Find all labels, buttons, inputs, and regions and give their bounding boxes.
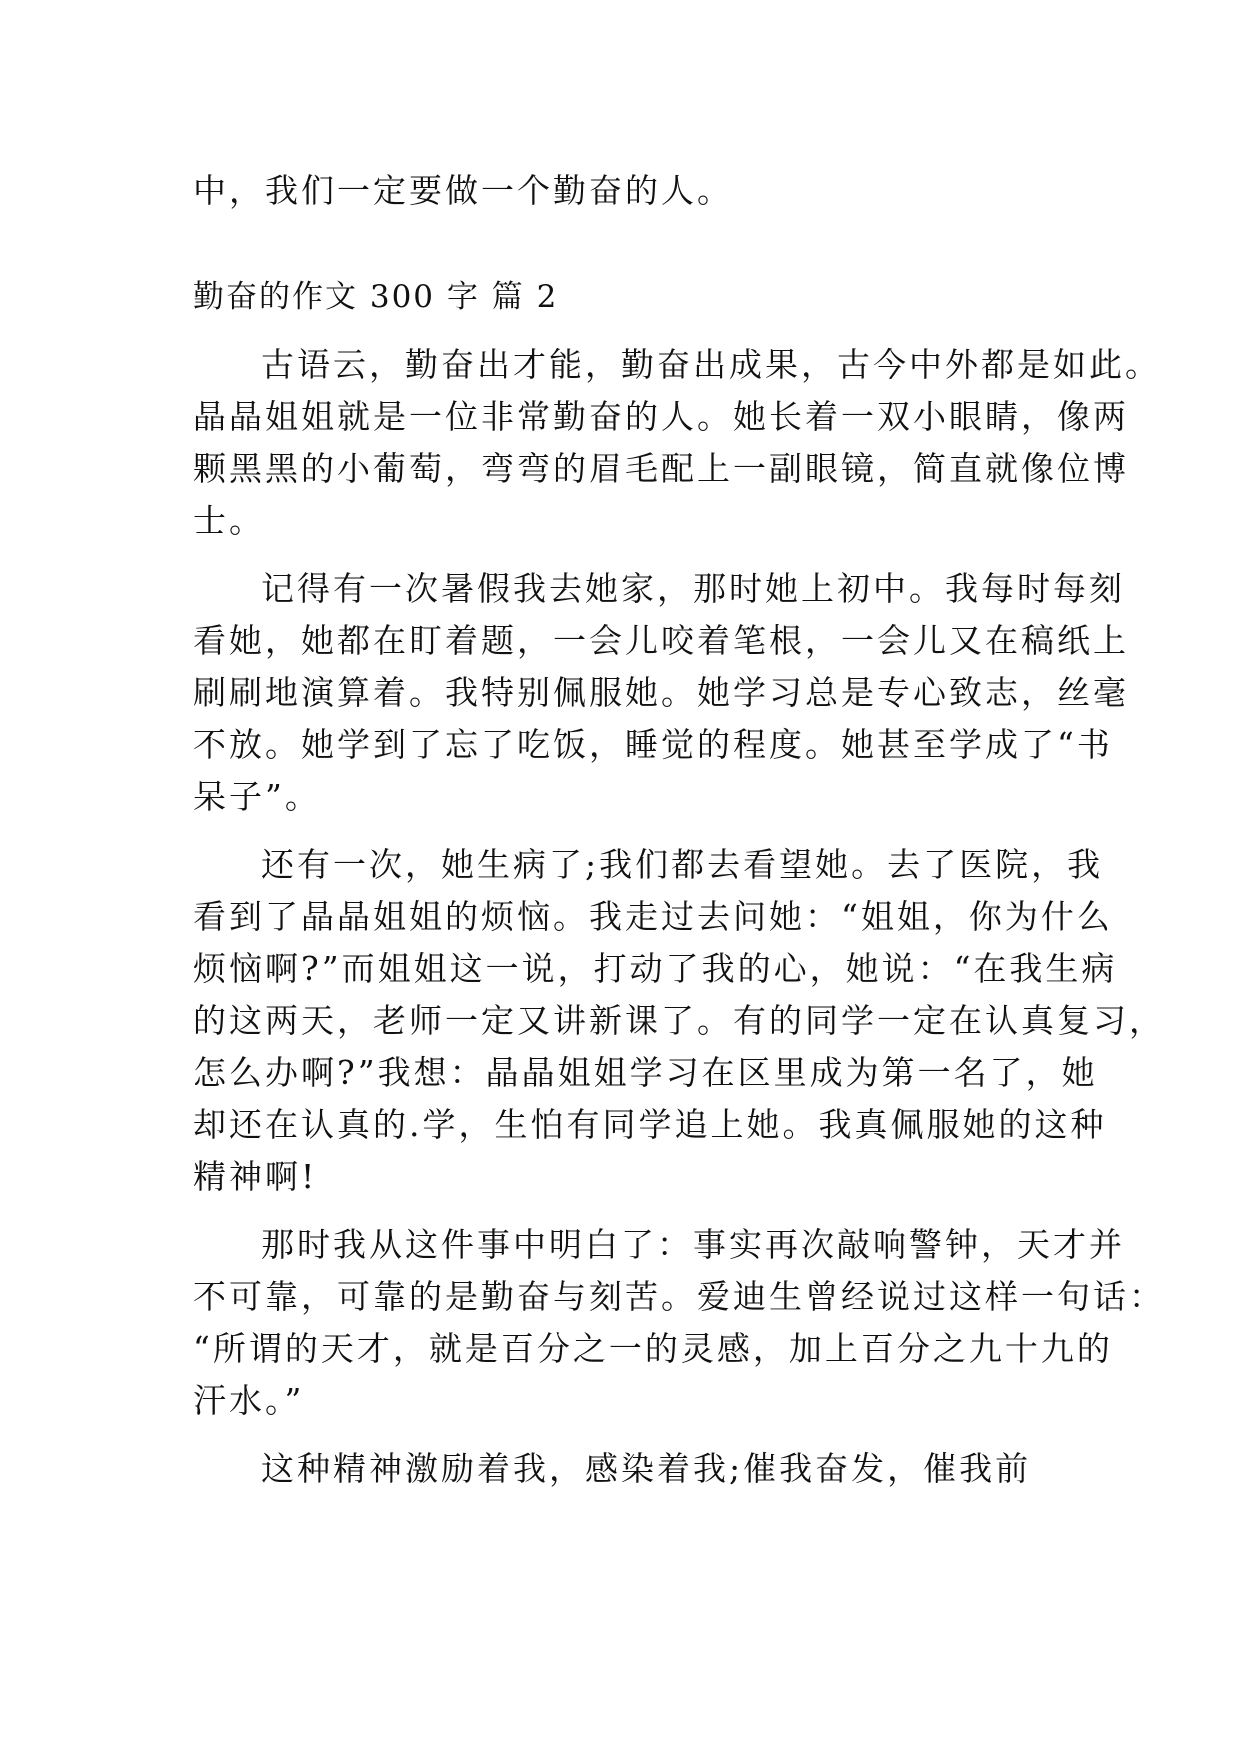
paragraph-5 bbox=[193, 1443, 1053, 1495]
paragraph-3 bbox=[193, 839, 1165, 1203]
section-title: 勤奋的作文 300 字 篇 2 bbox=[193, 279, 559, 315]
text-line: 这种精神激励着我，感染着我;催我奋发，催我前 bbox=[261, 1449, 1032, 1488]
text-line: 精神啊! bbox=[193, 1157, 318, 1196]
text-line: 刷刷地演算着。我特别佩服她。她学习总是专心致志，丝毫 bbox=[193, 673, 1129, 712]
text-line: 不放。她学到了忘了吃饭，睡觉的程度。她甚至学成了“书 bbox=[193, 725, 1113, 764]
text-line: 看她，她都在盯着题，一会儿咬着笔根，一会儿又在稿纸上 bbox=[193, 621, 1129, 660]
text-line: 中，我们一定要做一个勤奋的人。 bbox=[193, 171, 733, 210]
text-line: 却还在认真的.学，生怕有同学追上她。我真佩服她的这种 bbox=[193, 1105, 1107, 1144]
text-line: 古语云，勤奋出才能，勤奋出成果，古今中外都是如此。 bbox=[261, 345, 1161, 384]
text-line: 呆子”。 bbox=[193, 777, 321, 816]
text-line: 怎么办啊?”我想：晶晶姐姐学习在区里成为第一名了，她 bbox=[193, 1053, 1098, 1092]
paragraph-4 bbox=[193, 1219, 1165, 1427]
text-line: 不可靠，可靠的是勤奋与刻苦。爱迪生曾经说过这样一句话： bbox=[193, 1277, 1165, 1316]
intro-paragraph bbox=[193, 165, 1053, 217]
text-line: 记得有一次暑假我去她家，那时她上初中。我每时每刻 bbox=[261, 569, 1125, 608]
text-line: 颗黑黑的小葡萄，弯弯的眉毛配上一副眼镜，简直就像位博 bbox=[193, 449, 1129, 488]
text-line: 那时我从这件事中明白了：事实再次敲响警钟，天才并 bbox=[261, 1225, 1125, 1264]
text-line: 看到了晶晶姐姐的烦恼。我走过去问她：“姐姐，你为什么 bbox=[193, 897, 1113, 936]
paragraph-1 bbox=[193, 339, 1161, 547]
text-line: 还有一次，她生病了;我们都去看望她。去了医院，我 bbox=[261, 845, 1104, 884]
text-line: “所谓的天才，就是百分之一的灵感，加上百分之九十九的 bbox=[193, 1329, 1113, 1368]
text-line: 晶晶姐姐就是一位非常勤奋的人。她长着一双小眼睛，像两 bbox=[193, 397, 1129, 436]
text-line: 士。 bbox=[193, 501, 265, 540]
text-line: 汗水。” bbox=[193, 1381, 305, 1420]
document-body bbox=[193, 165, 1165, 1511]
text-line: 的这两天，老师一定又讲新课了。有的同学一定在认真复习， bbox=[193, 1001, 1165, 1040]
text-line: 烦恼啊?”而姐姐这一说，打动了我的心，她说：“在我生病 bbox=[193, 949, 1118, 988]
paragraph-2 bbox=[193, 563, 1129, 823]
